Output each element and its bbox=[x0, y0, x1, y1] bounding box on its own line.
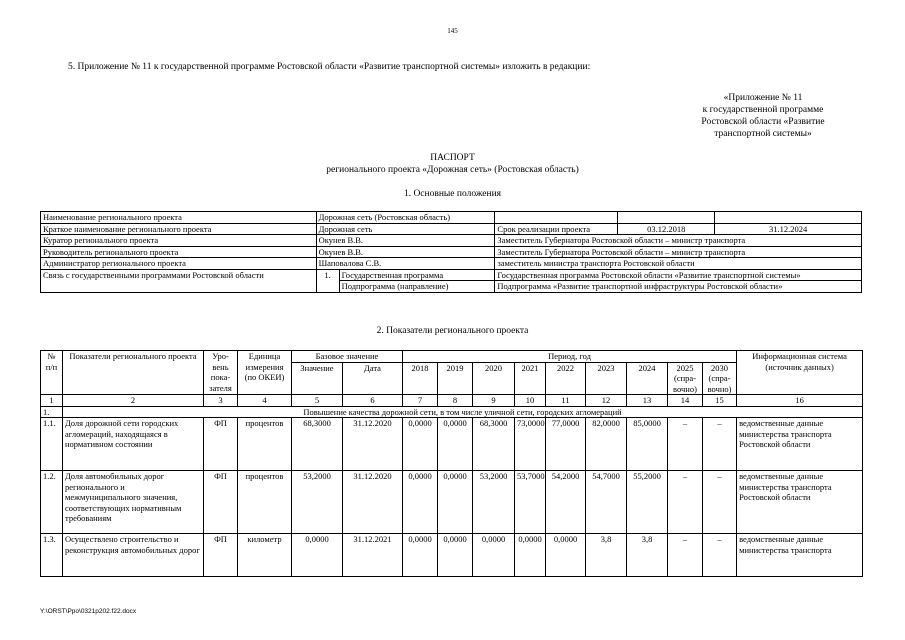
header-cell: Период, год bbox=[403, 351, 737, 363]
table-row bbox=[41, 471, 863, 534]
cell: 53,7000 bbox=[515, 471, 546, 534]
cell: 0,0000 bbox=[546, 534, 586, 577]
cell bbox=[715, 212, 862, 224]
cell: – bbox=[668, 418, 703, 471]
cell: 0,0000 bbox=[438, 534, 473, 577]
cell: 8 bbox=[438, 395, 473, 407]
cell: 0,0000 bbox=[438, 471, 473, 534]
header-cell: 2023 bbox=[586, 362, 627, 395]
cell: 7 bbox=[403, 395, 438, 407]
header-cell: Единица измерения (по ОКЕИ) bbox=[238, 351, 292, 395]
cell: Осуществлено строительство и реконструкция автомобильных дорог bbox=[63, 534, 204, 577]
cell: – bbox=[703, 534, 737, 577]
intro-text: 5. Приложение № 11 к государственной программе Ростовской области «Развитие транспортной системы» изложить в редакции: bbox=[68, 62, 591, 72]
cell: Доля автомобильных дорог регионального и межмуниципального значения, соответствующих нормативным требованиям bbox=[63, 471, 204, 534]
header-cell: Дата bbox=[343, 362, 403, 395]
cell: 0,0000 bbox=[403, 418, 438, 471]
header-cell: Показатели регионального проекта bbox=[63, 351, 204, 395]
cell: Шаповалова С.В. bbox=[316, 258, 495, 270]
table-row bbox=[41, 534, 863, 577]
cell: 3 bbox=[204, 395, 238, 407]
cell: 4 bbox=[238, 395, 292, 407]
cell: ФП bbox=[204, 418, 238, 471]
cell: 82,0000 bbox=[586, 418, 627, 471]
cell: Доля дорожной сети городских агломераций, находящаяся в нормативном состоянии bbox=[63, 418, 204, 471]
header-cell: 2025 (спра-вочно) bbox=[668, 362, 703, 395]
cell bbox=[495, 212, 618, 224]
header-cell: 2022 bbox=[546, 362, 586, 395]
cell: Администратор регионального проекта bbox=[41, 258, 317, 270]
cell: 31.12.2020 bbox=[343, 471, 403, 534]
cell: 1.1. bbox=[41, 418, 63, 471]
cell: Заместитель Губернатора Ростовской области – министр транспорта bbox=[495, 235, 862, 247]
cell: 03.12.2018 bbox=[618, 223, 715, 235]
header-cell: 2021 bbox=[515, 362, 546, 395]
cell: 31.12.2021 bbox=[343, 534, 403, 577]
cell: 16 bbox=[737, 395, 863, 407]
header-cell: 2019 bbox=[438, 362, 473, 395]
cell: ведомственные данные министерства транспорта bbox=[737, 534, 863, 577]
passport-title: ПАСПОРТ bbox=[430, 153, 475, 163]
header-cell: Значение bbox=[292, 362, 343, 395]
cell: 68,3000 bbox=[473, 418, 515, 471]
header-cell: 2024 bbox=[627, 362, 668, 395]
cell: 13 bbox=[627, 395, 668, 407]
cell: 85,0000 bbox=[627, 418, 668, 471]
appendix-line: к государственной программе bbox=[702, 105, 824, 115]
cell: 1. bbox=[316, 269, 339, 292]
cell: процентов bbox=[238, 471, 292, 534]
cell: 31.12.2024 bbox=[715, 223, 862, 235]
cell: 54,2000 bbox=[546, 471, 586, 534]
column-number-row bbox=[41, 395, 863, 407]
cell bbox=[618, 212, 715, 224]
cell: 5 bbox=[292, 395, 343, 407]
cell: Окунев В.В. bbox=[316, 235, 495, 247]
cell: 10 bbox=[515, 395, 546, 407]
cell: Дорожная сеть bbox=[316, 223, 495, 235]
cell: Окунев В.В. bbox=[316, 246, 495, 258]
appendix-line: «Приложение № 11 bbox=[723, 93, 803, 103]
file-path-footer: Y:\ORST\Ppo\0321p202.f22.docx bbox=[40, 608, 137, 615]
cell: Заместитель Губернатора Ростовской области – министр транспорта bbox=[495, 246, 862, 258]
page-number: 145 bbox=[447, 27, 458, 35]
cell: Подпрограмма (направление) bbox=[339, 281, 495, 293]
cell: 12 bbox=[586, 395, 627, 407]
cell: Дорожная сеть (Ростовская область) bbox=[316, 212, 495, 224]
cell: – bbox=[703, 471, 737, 534]
table-row bbox=[41, 235, 862, 247]
cell: заместитель министра транспорта Ростовской области bbox=[495, 258, 862, 270]
cell: 3,8 bbox=[586, 534, 627, 577]
cell: 53,2000 bbox=[473, 471, 515, 534]
cell: процентов bbox=[238, 418, 292, 471]
cell: Срок реализации проекта bbox=[495, 223, 618, 235]
cell: Краткое наименование регионального проекта bbox=[41, 223, 317, 235]
cell: 0,0000 bbox=[438, 418, 473, 471]
cell: 2 bbox=[63, 395, 204, 407]
section2-heading: 2. Показатели регионального проекта bbox=[376, 326, 529, 336]
header-cell: № п/п bbox=[41, 351, 63, 395]
header-row bbox=[41, 351, 863, 363]
cell: 3,8 bbox=[627, 534, 668, 577]
cell: Куратор регионального проекта bbox=[41, 235, 317, 247]
appendix-block bbox=[683, 92, 843, 140]
cell: 54,7000 bbox=[586, 471, 627, 534]
basic-info-table bbox=[40, 211, 862, 293]
cell: ФП bbox=[204, 471, 238, 534]
cell: – bbox=[668, 534, 703, 577]
table-row bbox=[41, 212, 862, 224]
cell: Государственная программа bbox=[339, 269, 495, 281]
table-row bbox=[41, 418, 863, 471]
appendix-line: транспортной системы» bbox=[714, 129, 812, 139]
cell: 68,3000 bbox=[292, 418, 343, 471]
cell: 0,0000 bbox=[292, 534, 343, 577]
cell: Государственная программа Ростовской области «Развитие транспортной системы» bbox=[495, 269, 862, 281]
table-row bbox=[41, 246, 862, 258]
cell: 73,0000 bbox=[515, 418, 546, 471]
section-row bbox=[41, 406, 863, 418]
header-cell: Базовое значение bbox=[292, 351, 403, 363]
cell: 1.2. bbox=[41, 471, 63, 534]
header-cell: 2020 bbox=[473, 362, 515, 395]
header-cell: Уро-вень пока-зателя bbox=[204, 351, 238, 395]
cell: Связь с государственными программами Ростовской области bbox=[41, 269, 317, 292]
cell: 0,0000 bbox=[403, 534, 438, 577]
table-row bbox=[41, 269, 862, 281]
cell: 1. bbox=[41, 406, 63, 418]
cell: 55,2000 bbox=[627, 471, 668, 534]
header-cell: 2018 bbox=[403, 362, 438, 395]
cell: 15 bbox=[703, 395, 737, 407]
cell: 0,0000 bbox=[515, 534, 546, 577]
cell: 6 bbox=[343, 395, 403, 407]
cell: ведомственные данные министерства транспорта Ростовской области bbox=[737, 418, 863, 471]
cell: 77,0000 bbox=[546, 418, 586, 471]
indicators-table bbox=[40, 350, 863, 577]
appendix-line: Ростовской области «Развитие bbox=[701, 117, 825, 127]
cell: 0,0000 bbox=[403, 471, 438, 534]
header-cell: 2030 (спра-вочно) bbox=[703, 362, 737, 395]
cell: 1 bbox=[41, 395, 63, 407]
cell: Подпрограмма «Развитие транспортной инфраструктуры Ростовской области» bbox=[495, 281, 862, 293]
cell: 1.3. bbox=[41, 534, 63, 577]
cell: 53,2000 bbox=[292, 471, 343, 534]
cell: Наименование регионального проекта bbox=[41, 212, 317, 224]
cell: 11 bbox=[546, 395, 586, 407]
cell: 31.12.2020 bbox=[343, 418, 403, 471]
cell: километр bbox=[238, 534, 292, 577]
cell: – bbox=[703, 418, 737, 471]
cell: 14 bbox=[668, 395, 703, 407]
cell: Повышение качества дорожной сети, в том числе уличной сети, городских агломераций bbox=[63, 406, 863, 418]
header-cell: Информационная система (источник данных) bbox=[737, 351, 863, 395]
cell: – bbox=[668, 471, 703, 534]
cell: 0,0000 bbox=[473, 534, 515, 577]
table-row bbox=[41, 258, 862, 270]
table-row bbox=[41, 223, 862, 235]
cell: ФП bbox=[204, 534, 238, 577]
passport-subtitle: регионального проекта «Дорожная сеть» (Ростовская область) bbox=[326, 165, 579, 175]
cell: ведомственные данные министерства транспорта Ростовской области bbox=[737, 471, 863, 534]
section1-heading: 1. Основные положения bbox=[403, 189, 502, 199]
cell: 9 bbox=[473, 395, 515, 407]
cell: Руководитель регионального проекта bbox=[41, 246, 317, 258]
